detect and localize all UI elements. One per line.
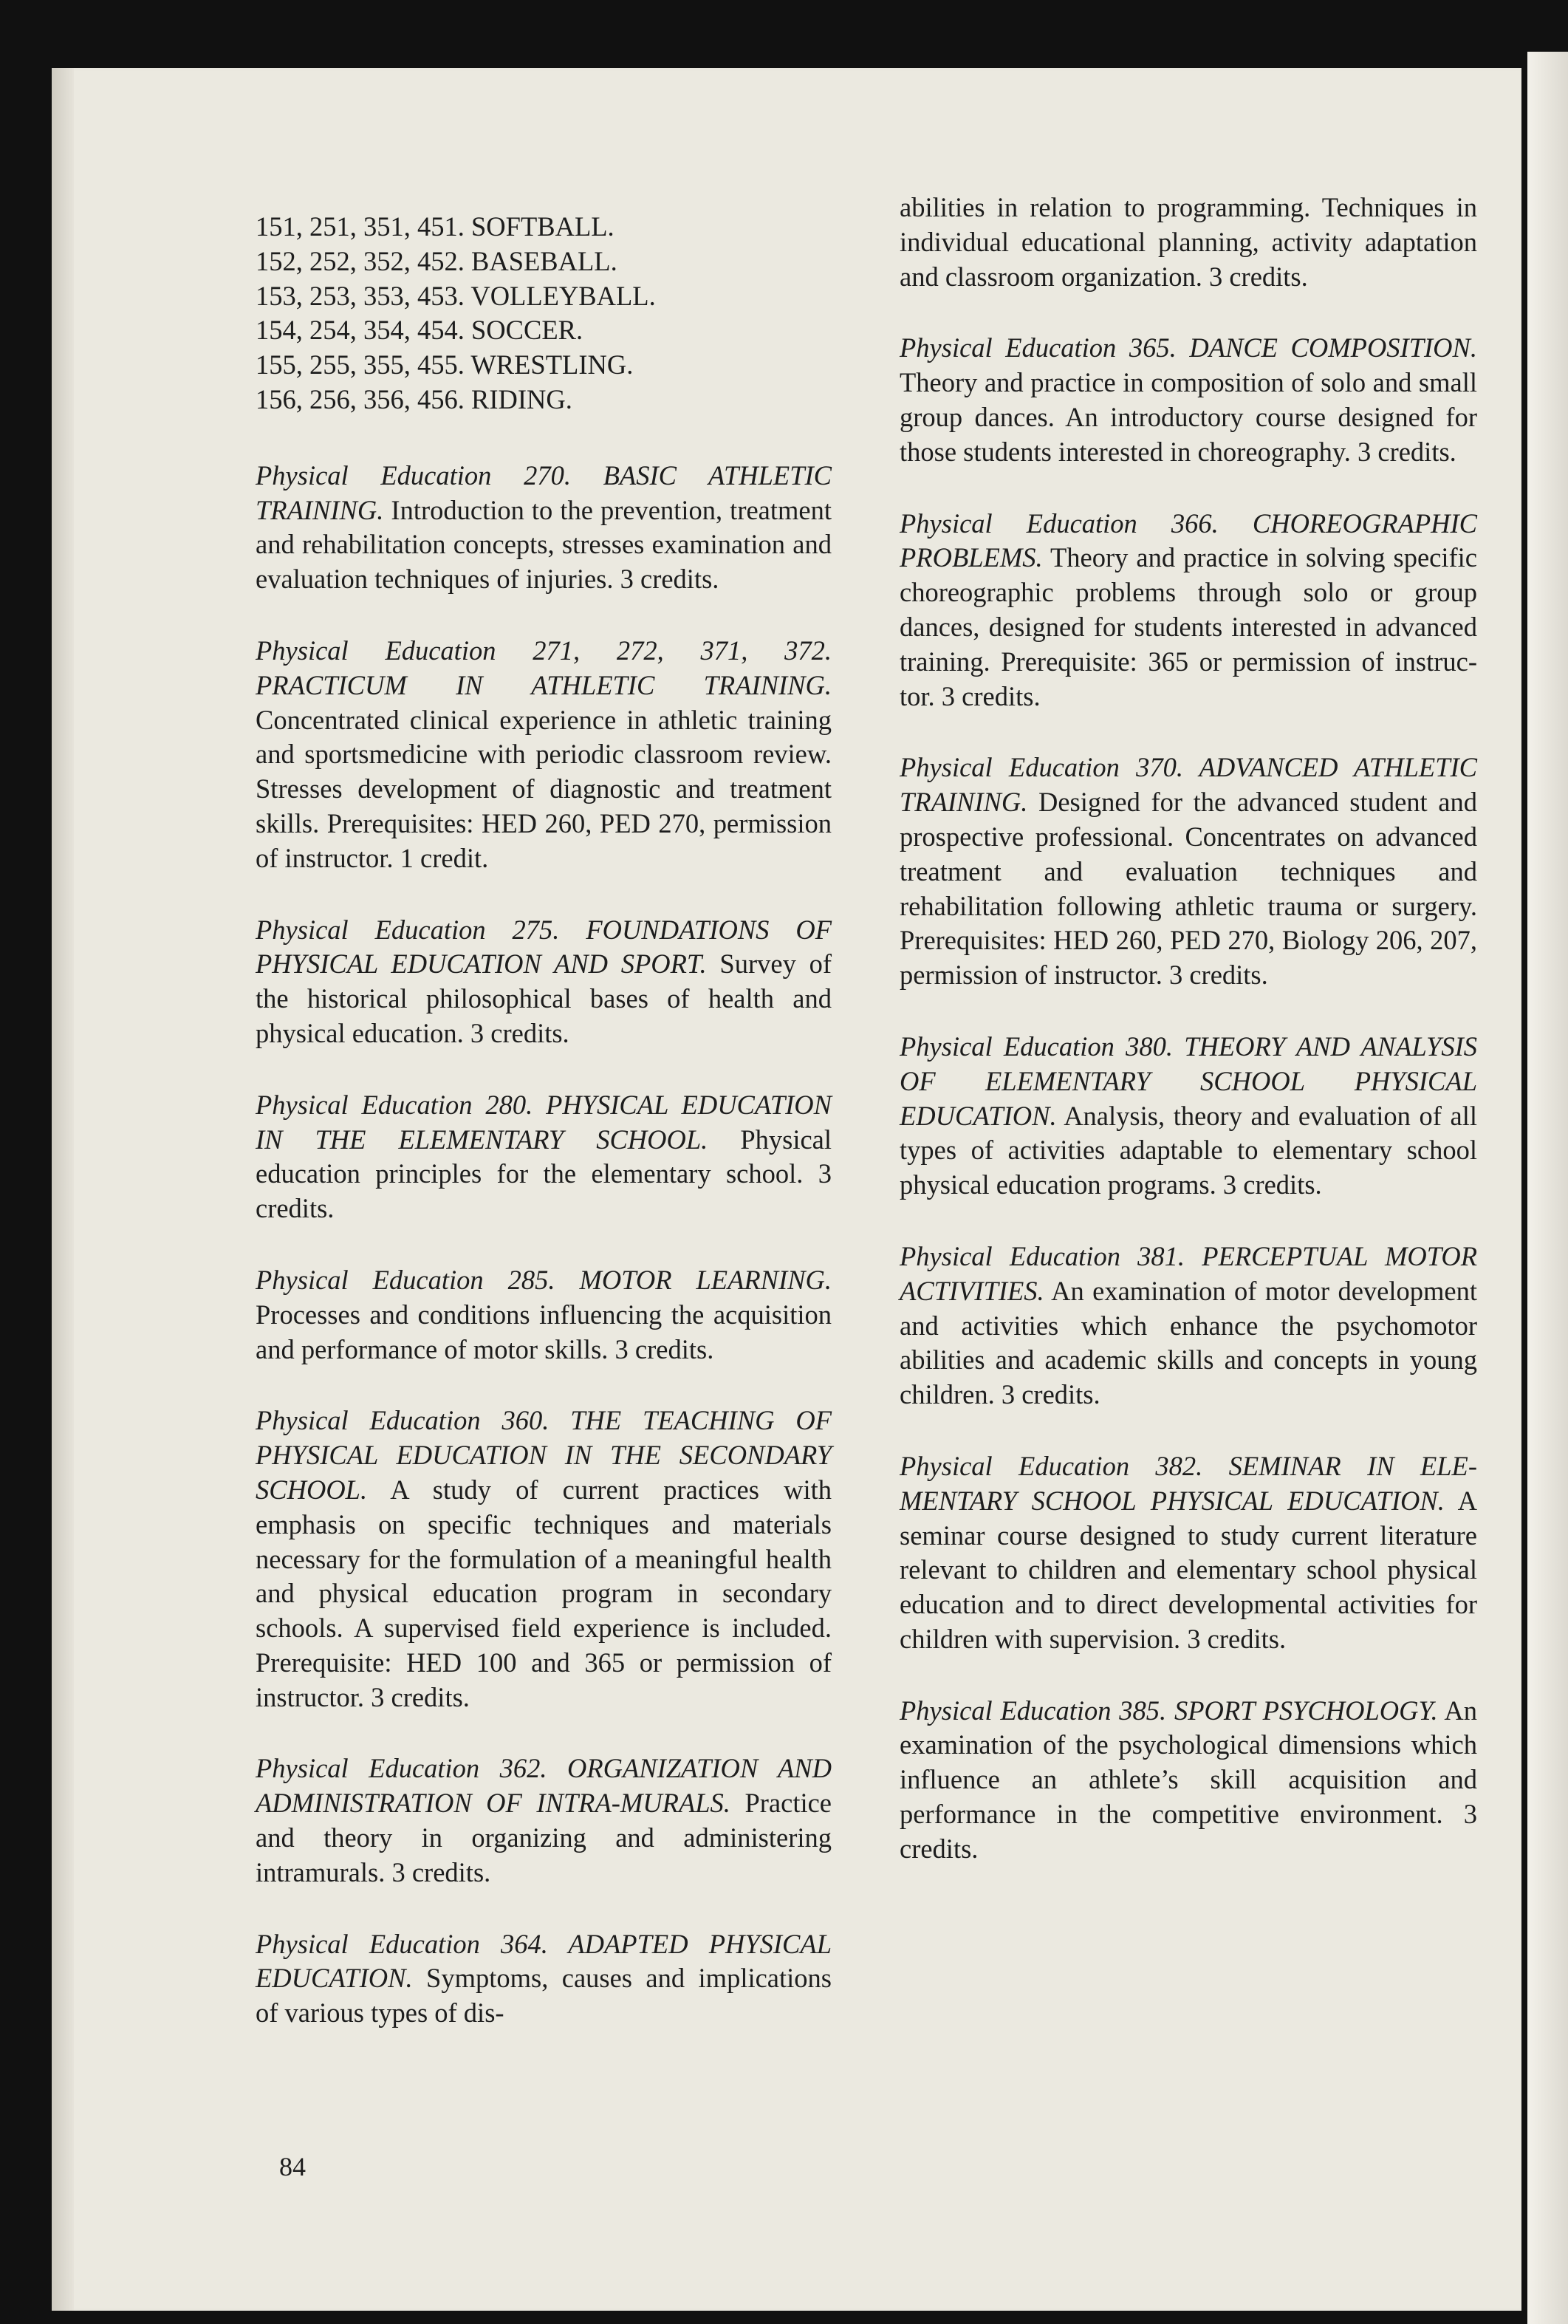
- activity-list-item: [256, 383, 832, 417]
- activity-numbers: 153, 253, 353, 453.: [256, 280, 465, 311]
- course-description: Processes and conditions influencing the acquisition and performance of motor skills. 3 credits.: [256, 1299, 832, 1364]
- course-heading: Physical Education 366. CHOREOGRAPHIC PROBLEMS.: [900, 507, 1477, 573]
- activity-name: RIDING.: [471, 383, 572, 414]
- page-left-edge: [52, 68, 74, 2311]
- course-heading: Physical Education 370. ADVANCED ATHLETIC TRAINING.: [900, 752, 1477, 818]
- course-heading: Physical Education 360. THE TEACHING OF PHYSICAL EDUCATION IN THE SECONDARY SCHOOL.: [256, 1405, 832, 1505]
- course-heading: Physical Education 382. SEMINAR IN ELEMENTARY SCHOOL PHYSICAL EDUCATION.: [900, 1450, 1477, 1516]
- course-description: A seminar course designed to study current literature relevant to children and elementary school physical education and to direct developmental activities for children with supervision. 3 credits.: [900, 1485, 1477, 1654]
- activity-numbers: 155, 255, 355, 455.: [256, 349, 465, 380]
- course-heading: Physical Education 365. DANCE COMPOSITION.: [900, 332, 1477, 363]
- course-heading: Physical Education 380. THEORY AND ANALYSIS OF ELEMENTARY SCHOOL PHYSICAL EDUCATION.: [900, 1031, 1477, 1131]
- activity-name: BASEBALL.: [471, 245, 617, 276]
- activity-list-item: [256, 348, 832, 383]
- course-description: Theory and practice in composition of solo and small group dances. An introductory course designed for those students interested in choreography. 3 credits.: [900, 367, 1477, 467]
- course-entry: [900, 1449, 1477, 1657]
- course-entry: [900, 1240, 1477, 1412]
- course-description: An examination of the psychological dimensions which influence an athlete’s skill acquisition and performance in the competitive environment. 3 credits.: [900, 1695, 1477, 1864]
- course-entry: [900, 331, 1477, 469]
- course-description: Designed for the advanced student and prospective professional. Concentrates on advanced treatment and evaluation techniques and rehabilitation following athletic trauma or surgery. Prerequisites: HED 260, PED 270, Biology 206, 207, permission of instructor. 3 credits.: [900, 787, 1478, 991]
- course-description: A study of current practices with emphasis on specific techniques and materials necessary for the formulation of a meaningful health and physical education program in secondary schools. A supervised field experience is included. Prerequisite: HED 100 and 365 or permission of instructor. 3 credits.: [256, 1474, 832, 1712]
- activity-name: VOLLEYBALL.: [470, 280, 656, 311]
- activity-numbers: 156, 256, 356, 456.: [256, 383, 465, 414]
- course-description: Physical education principles for the elementary school. 3 credits.: [256, 1124, 832, 1224]
- course-heading: Physical Education 285. MOTOR LEARNING.: [256, 1264, 832, 1295]
- activity-numbers: 151, 251, 351, 451.: [256, 211, 465, 242]
- course-entry: [900, 1030, 1477, 1203]
- course-description: Analysis, theory and evaluation of all types of activities adaptable to elementary school physical education programs. 3 credits.: [900, 1100, 1477, 1200]
- course-heading: Physical Education 362. ORGANIZATION AND ADMINISTRATION OF INTRA-MURALS.: [256, 1753, 832, 1819]
- course-heading: Physical Education 381. PERCEPTUAL MOTOR ACTIVITIES.: [900, 1240, 1477, 1306]
- course-heading: Physical Education 385. SPORT PSYCHOLOGY.: [900, 1695, 1438, 1726]
- course-description: Theory and practice in solving specific choreographic problems through solo or group dances, designed for students interested in advanced training. Prerequisite: 365 or permission of instructor. 3 credits.: [900, 542, 1477, 711]
- course-entry: [256, 1927, 832, 2031]
- activity-name: SOFTBALL.: [471, 211, 614, 242]
- course-description: Introduction to the prevention, treatment and rehabilitation concepts, stresses examination and evaluation techniques of injuries. 3 credits.: [256, 494, 832, 595]
- course-heading: Physical Education 275. FOUNDATIONS OF PHYSICAL EDUCATION AND SPORT.: [256, 914, 832, 980]
- course-entry: [256, 913, 832, 1051]
- course-heading: Physical Education 270. BASIC ATHLETIC TRAINING.: [256, 459, 832, 525]
- course-entry: [256, 1263, 832, 1367]
- activity-numbers: 154, 254, 354, 454.: [256, 315, 465, 346]
- course-entry: [256, 634, 832, 876]
- course-description: An examination of motor development and activities which enhance the psychomotor abilities and academic skills and concepts in young children. 3 credits.: [900, 1275, 1477, 1410]
- left-column: [256, 210, 832, 2068]
- page-number: 84: [279, 2152, 306, 2181]
- activity-list-item: [256, 210, 832, 245]
- activity-name: WRESTLING.: [470, 349, 634, 380]
- activity-numbers: 152, 252, 352, 452.: [256, 245, 465, 276]
- right-column: [900, 191, 1477, 1904]
- activity-list-item: [256, 245, 832, 279]
- activity-list-item: [256, 313, 832, 348]
- course-description: Concentrated clinical experience in athletic training and sportsmedicine with periodic classroom review. Stresses development of diagnostic and treatment skills. Prerequisites: HED 260, PED 270, permission of instructor. 1 credit.: [256, 704, 832, 873]
- activity-list: [256, 210, 832, 417]
- continued-text: abilities in relation to programming. Techniques in individual educational planning, activity adaptation and classroom organization. 3 credits.: [900, 192, 1477, 292]
- course-heading: Physical Education 271, 272, 371, 372. PRACTICUM IN ATHLETIC TRAINING.: [256, 635, 832, 700]
- course-entry: [256, 1088, 832, 1226]
- activity-list-item: [256, 279, 832, 314]
- course-heading: Physical Education 280. PHYSICAL EDUCATION IN THE ELEMENTARY SCHOOL.: [256, 1089, 832, 1155]
- book-spine-edge: [1527, 52, 1568, 2324]
- course-entry: [900, 1694, 1477, 1867]
- activity-name: SOCCER.: [471, 315, 583, 346]
- course-entry: [256, 1751, 832, 1890]
- course-entry: [256, 1404, 832, 1715]
- course-description: Survey of the historical philosophical bases of health and physical education. 3 credits.: [256, 949, 832, 1048]
- course-heading: Physical Education 364. ADAPTED PHYSICAL EDUCATION.: [256, 1928, 832, 1994]
- course-entry: [900, 751, 1477, 993]
- course-description: Practice and theory in organizing and administering intramurals. 3 credits.: [256, 1788, 832, 1887]
- course-entry: [256, 459, 832, 597]
- course-entry: [900, 507, 1477, 714]
- course-description: Symptoms, causes and implications of various types of dis-: [256, 1963, 832, 2029]
